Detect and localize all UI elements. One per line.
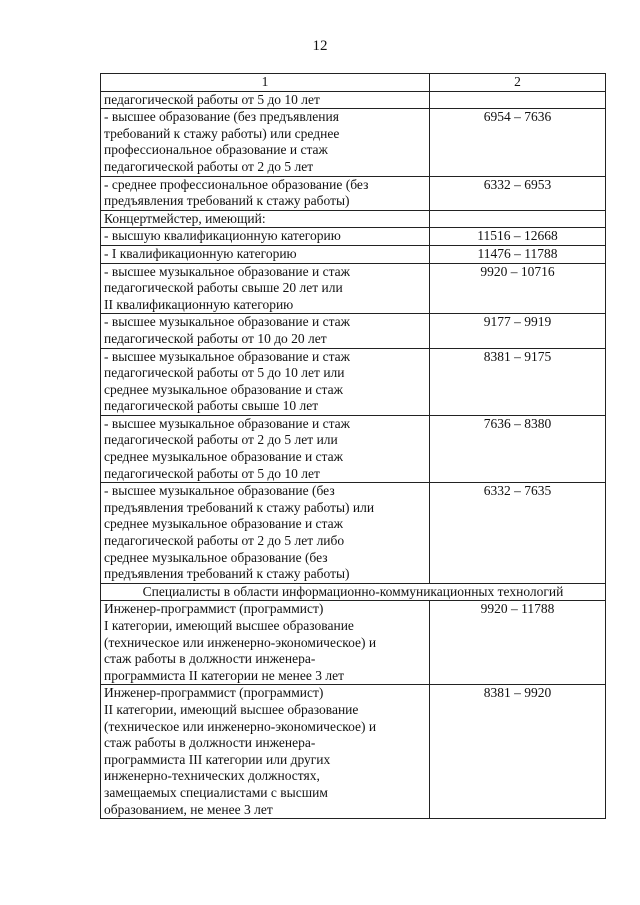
position-description: - высшее музыкальное образование и стаж педагогической работы от 10 до 20 лет <box>101 314 430 348</box>
table-row <box>101 685 606 819</box>
salary-range <box>430 91 606 109</box>
section-row <box>101 583 606 601</box>
position-description: Инженер-программист (программист) II категории, имеющий высшее образование (техническое или инженерно-экономическое) и стаж работы в должности инженера- программиста III категории или других инженерно-технических должностях, замещаемых специалистами с высшим образованием, не менее 3 лет <box>101 685 430 819</box>
position-description: - среднее профессиональное образование (без предъявления требований к стажу работы) <box>101 176 430 210</box>
position-description: Концертмейстер, имеющий: <box>101 210 430 228</box>
salary-range: 8381 – 9175 <box>430 348 606 415</box>
salary-range: 9177 – 9919 <box>430 314 606 348</box>
salary-range: 6332 – 7635 <box>430 483 606 584</box>
table-row <box>101 483 606 584</box>
table-row <box>101 245 606 263</box>
salary-range: 7636 – 8380 <box>430 415 606 482</box>
position-description: - высшее музыкальное образование и стаж педагогической работы от 5 до 10 лет или среднее музыкальное образование и стаж педагогической работы свыше 10 лет <box>101 348 430 415</box>
salary-table <box>100 73 606 819</box>
salary-range <box>430 210 606 228</box>
position-description: - высшее музыкальное образование и стаж педагогической работы свыше 20 лет или II квалификационную категорию <box>101 263 430 314</box>
salary-range: 6954 – 7636 <box>430 109 606 176</box>
table-row <box>101 348 606 415</box>
position-description: - высшую квалификационную категорию <box>101 228 430 246</box>
table-row <box>101 314 606 348</box>
page-number: 12 <box>312 38 328 54</box>
salary-range: 8381 – 9920 <box>430 685 606 819</box>
column-header-2: 2 <box>430 74 606 92</box>
salary-range: 11516 – 12668 <box>430 228 606 246</box>
position-description: - I квалификационную категорию <box>101 245 430 263</box>
salary-range: 9920 – 10716 <box>430 263 606 314</box>
position-description: - высшее образование (без предъявления требований к стажу работы) или среднее профессиональное образование и стаж педагогической работы от 2 до 5 лет <box>101 109 430 176</box>
table-row <box>101 263 606 314</box>
table-header-row <box>101 74 606 92</box>
table-row <box>101 415 606 482</box>
table-row <box>101 601 606 685</box>
position-description: - высшее музыкальное образование и стаж педагогической работы от 2 до 5 лет или среднее музыкальное образование и стаж педагогической работы от 5 до 10 лет <box>101 415 430 482</box>
table-row <box>101 91 606 109</box>
table-row <box>101 210 606 228</box>
table-body <box>101 74 606 819</box>
position-description: Инженер-программист (программист) I категории, имеющий высшее образование (техническое или инженерно-экономическое) и стаж работы в должности инженера- программиста II категории не менее 3 лет <box>101 601 430 685</box>
salary-range: 11476 – 11788 <box>430 245 606 263</box>
position-description: - высшее музыкальное образование (без предъявления требований к стажу работы) или среднее музыкальное образование и стаж педагогической работы от 2 до 5 лет либо среднее музыкальное образование (без предъявления требований к стажу работы) <box>101 483 430 584</box>
position-description: педагогической работы от 5 до 10 лет <box>101 91 430 109</box>
section-heading: Специалисты в области информационно-коммуникационных технологий <box>101 583 606 601</box>
table-row <box>101 228 606 246</box>
salary-range: 6332 – 6953 <box>430 176 606 210</box>
column-header-1: 1 <box>101 74 430 92</box>
table-row <box>101 109 606 176</box>
table-row <box>101 176 606 210</box>
salary-range: 9920 – 11788 <box>430 601 606 685</box>
